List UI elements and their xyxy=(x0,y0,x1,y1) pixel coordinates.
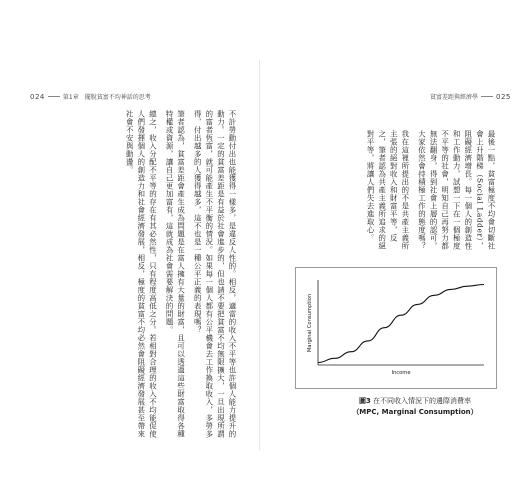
y-axis-label: Marginal Consumption xyxy=(307,293,313,353)
caption-text: 在不同收入情況下的邊際消費率 xyxy=(373,397,472,405)
paragraph: 不計勞動付出也能獲得一樣多，是違反人性的。相反，適當的收入不平等也許個人能力提升的動力。一定的貧富差距是有益於社會進步的，但也請不要把貧富不均無限擴大，一旦出現所謂的富者恆富，就可能產生不平衡的情況。如果每一個人都有公平機會去工作換取收入，多勞多得，付出越多的人獲得越多，這不也是一種公平正義的表現嗎？ xyxy=(193,110,237,438)
header-rule xyxy=(481,96,493,97)
right-page-header xyxy=(430,92,511,101)
paragraph: 總之，收入分配不平等的存在有其必然性，只有程度高低之分。若相對合理的收入不均能促使人們發揮個人的創造力和社會經濟發展，相反，極度的貧富不均必然會阻礙經濟發展甚至帶來社會不安與動盪。 xyxy=(125,110,158,438)
page-number: 025 xyxy=(496,92,511,101)
x-axis-label: Income xyxy=(391,370,411,376)
mpc-chart-figure xyxy=(295,267,497,389)
mpc-curve xyxy=(318,284,484,362)
caption-line2: （MPC, Marginal Consumption） xyxy=(352,408,478,416)
caption-number: 圖3 xyxy=(358,397,371,405)
right-body-text xyxy=(364,130,497,256)
figure-caption xyxy=(330,396,500,418)
page-number: 024 xyxy=(30,92,45,101)
mpc-chart xyxy=(296,268,496,388)
paragraph: 筆者認為，貧富差距會產生成為問題是在富人擁有大量的財富，且可以透過這些財富取得各種特權或資源，讓自己更加富有，這就成為社會需要解決的問題。 xyxy=(165,110,186,438)
running-head: 貧富差距與經濟學 xyxy=(430,94,479,101)
left-page-header xyxy=(30,92,151,101)
running-head: 第1章 擺脫貧富不均神話的思考 xyxy=(62,94,151,101)
left-body-text xyxy=(124,110,238,444)
header-rule xyxy=(48,96,60,97)
paragraph: 最後一點，貧富極度不均會切斷社會上升階梯（Social Ladder），阻礙經濟增長。每一個人的創造性和工作動力，試想一下在一個極度不平等的社會，明知自己再努力都無法翻身，得到社會上層的認可，大家依然會持積極工作的態度嗎？ xyxy=(417,130,496,250)
right-page xyxy=(260,0,520,500)
paragraph: 我在這裡所提出的不是共產主義所主張的絕對收入和財富平等，反之，筆者認為共產主義所追求的絕對平等，將讓人們失去進取心。 xyxy=(366,130,410,250)
series-layer xyxy=(318,284,484,362)
